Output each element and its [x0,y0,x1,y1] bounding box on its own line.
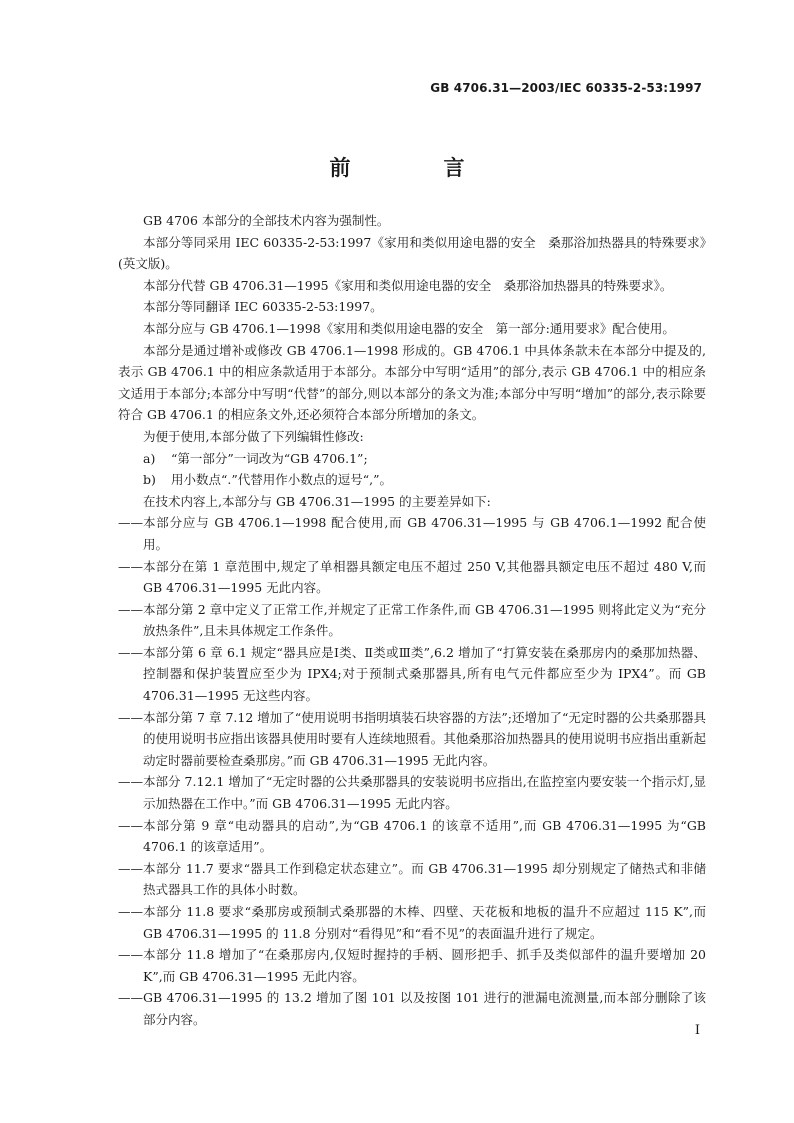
difference-text: 本部分 7.12.1 增加了“无定时器的公共桑那器具的安装说明书应指出,在监控室内要安装一个指示灯,显示加热器在工作中。”而 GB 4706.31—1995 无此内容。 [143,774,706,812]
paragraph: 本部分应与 GB 4706.1—1998《家用和类似用途电器的安全 第一部分:通用要求》配合使用。 [143,320,675,336]
difference-item [118,901,706,944]
paragraph: 为便于使用,本部分做了下列编辑性修改: [143,428,364,444]
difference-text: 本部分 11.8 增加了“在桑那房内,仅短时握持的手柄、圆形把手、抓手及类似部件的温升要增加 20 K”,而 GB 4706.31—1995 无此内容。 [143,947,706,984]
difference-text: 本部分第 9 章“电动器具的启动”,为“GB 4706.1 的该章不适用”,而 GB 4706.31—1995 为“GB 4706.1 的该章适用”。 [143,817,706,855]
difference-item [118,987,706,1030]
difference-text: 本部分第 6 章 6.1 规定“器具应是Ⅰ类、Ⅱ类或Ⅲ类”,6.2 增加了“打算安装在桑那房内的桑那加热器、控制器和保护装置应至少为 IPX4;对于预制式桑那器具,所有电气元件都应至少为 IPX4”。而 GB 4706.31—1995 无这些内容。 [143,644,706,704]
difference-item [118,642,706,707]
paragraph: 本部分代替 GB 4706.31—1995《家用和类似用途电器的安全 桑那浴加热器具的特殊要求》。 [143,277,673,293]
page-number: Ⅰ [694,1023,700,1038]
difference-text: 本部分第 7 章 7.12 增加了“使用说明书指明填装石块容器的方法”;还增加了“无定时器的公共桑那器具的使用说明书应指出该器具使用时要有人连续地照看。其他桑那浴加热器具的使用说明书应指出重新起动定时器前要检查桑那房。”而 GB 4706.31—1995 无此内容。 [143,709,706,768]
paragraph: 本部分是通过增补或修改 GB 4706.1—1998 形成的。GB 4706.1 中具体条款未在本部分中提及的,表示 GB 4706.1 中的相应条款适用于本部分。本部分中写明“适用”的部分,表示 GB 4706.1 中的相应条文适用于本部分;本部分中写明“代替”的部分,则以本部分的条文为准;本部分中写明“增加”的部分,表示除要符合 GB 4706.1 的相应条文外,还必须符合本部分所增加的条文。 [118,342,706,423]
difference-text: 本部分应与 GB 4706.1—1998 配合使用,而 GB 4706.31—1995 与 GB 4706.1—1992 配合使用。 [143,515,706,552]
dash-marker: —— [118,990,143,1006]
dash-marker: —— [118,774,143,790]
difference-item [118,944,706,987]
edit-item [118,469,706,491]
dash-marker: —— [118,947,143,963]
paragraph: 本部分等同采用 IEC 60335-2-53:1997《家用和类似用途电器的安全 桑那浴加热器具的特殊要求》(英文版)。 [118,234,706,272]
difference-item [118,599,706,642]
dash-marker: —— [118,817,143,833]
edit-item [118,448,706,470]
paragraph: 本部分等同翻译 IEC 60335-2-53:1997。 [143,299,383,315]
difference-item [118,771,706,814]
foreword-body [118,210,706,1031]
difference-text: 本部分 11.8 要求“桑那房或预制式桑那器的木棒、四壁、天花板和地板的温升不应超过 115 K”,而 GB 4706.31—1995 的 11.8 分别对“看得见”和“看不见”的表面温升进行了规定。 [143,904,706,941]
dash-marker: —— [118,644,143,660]
edit-item-text: 用小数点“.”代替用作小数点的逗号“,”。 [171,472,393,488]
difference-item [118,815,706,858]
difference-item [118,556,706,599]
dash-marker: —— [118,904,143,919]
differences-list [118,512,706,1030]
page-title: 前 言 [329,156,501,180]
dash-marker: —— [118,515,143,531]
difference-item [118,512,706,555]
difference-text: 本部分第 2 章中定义了正常工作,并规定了正常工作条件,而 GB 4706.31—1995 则将此定义为“充分放热条件”,且未具体规定工作条件。 [143,601,706,639]
dash-marker: —— [118,601,143,617]
difference-item [118,707,706,772]
differences-intro: 在技术内容上,本部分与 GB 4706.31—1995 的主要差异如下: [143,493,491,509]
difference-text: GB 4706.31—1995 的 13.2 增加了图 101 以及按图 101 进行的泄漏电流测量,而本部分删除了该部分内容。 [143,990,706,1027]
edit-item-text: “第一部分”一词改为“GB 4706.1”; [171,450,368,466]
standard-number: GB 4706.31—2003/IEC 60335-2-53:1997 [430,81,702,95]
dash-marker: —— [118,860,143,876]
difference-text: 本部分 11.7 要求“器具工作到稳定状态建立”。而 GB 4706.31—1995 却分别规定了储热式和非储热式器具工作的具体小时数。 [143,860,706,898]
list-marker: a) [143,450,156,466]
list-marker: b) [143,472,156,488]
dash-marker: —— [118,709,143,725]
difference-item [118,858,706,901]
difference-text: 本部分在第 1 章范围中,规定了单相器具额定电压不超过 250 V,其他器具额定电压不超过 480 V,而 GB 4706.31—1995 无此内容。 [143,558,706,596]
dash-marker: —— [118,558,143,574]
paragraph: GB 4706 本部分的全部技术内容为强制性。 [143,213,390,228]
